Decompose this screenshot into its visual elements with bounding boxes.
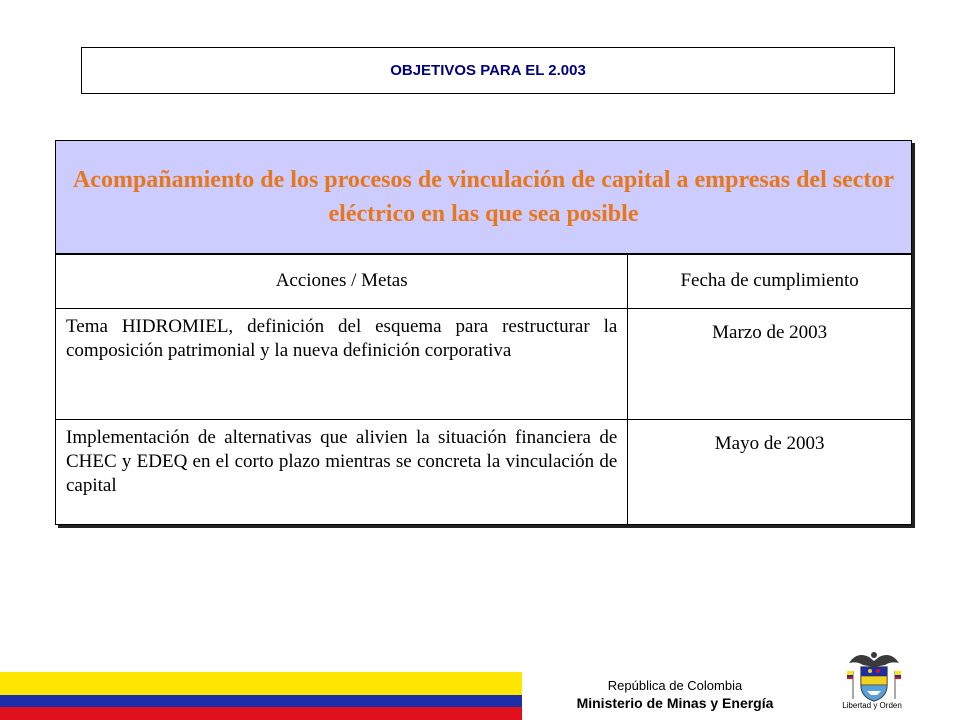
- objectives-table: [55, 140, 912, 525]
- objective-heading: Acompañamiento de los procesos de vinculación de capital a empresas del sector eléctrico en las que sea posible: [56, 141, 912, 254]
- date-cell: Mayo de 2003: [628, 420, 912, 525]
- motto-label: Libertad y Orden: [842, 701, 902, 710]
- slide-title-box: [81, 47, 895, 94]
- flag-red-band: [0, 707, 522, 720]
- ministry-label: Ministerio de Minas y Energía: [576, 695, 774, 711]
- footer-institution: [540, 677, 810, 712]
- coat-of-arms-icon: [845, 647, 903, 705]
- slide-title: OBJETIVOS PARA EL 2.003: [390, 62, 586, 79]
- date-cell: Marzo de 2003: [628, 309, 912, 420]
- colombia-flag-stripe: [0, 672, 522, 720]
- action-cell: Tema HIDROMIEL, definición del esquema para restructurar la composición patrimonial y la nueva definición corporativa: [56, 309, 628, 420]
- flag-blue-band: [0, 695, 522, 707]
- column-header-actions: Acciones / Metas: [56, 254, 628, 309]
- column-header-date: Fecha de cumplimiento: [628, 254, 912, 309]
- action-cell: Implementación de alternativas que alivien la situación financiera de CHEC y EDEQ en el corto plazo mientras se concreta la vinculación de capital: [56, 420, 628, 525]
- table-row: [56, 309, 912, 420]
- republic-label: República de Colombia: [607, 678, 743, 693]
- flag-yellow-band: [0, 672, 522, 695]
- column-header-row: [56, 254, 912, 309]
- table-header-row: [56, 141, 912, 254]
- table-row: [56, 420, 912, 525]
